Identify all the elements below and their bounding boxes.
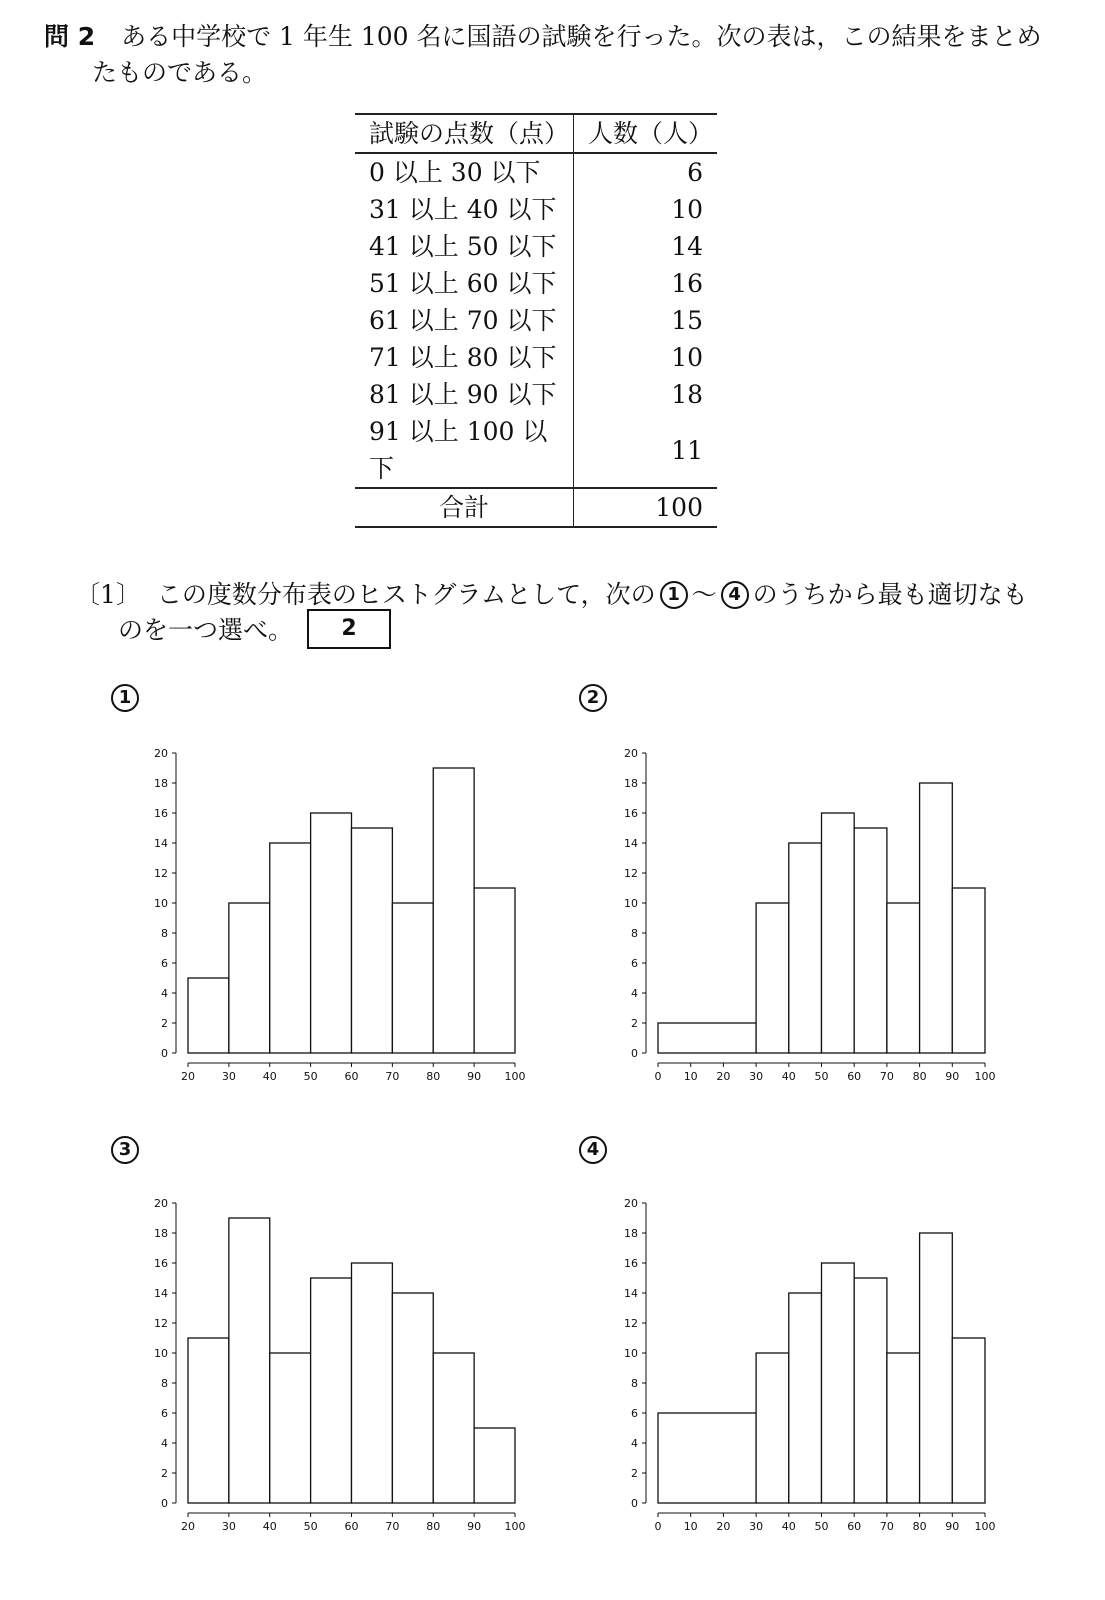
x-tick-label: 90 [945, 1520, 960, 1533]
x-tick-label: 30 [749, 1520, 764, 1533]
y-tick-label: 16 [624, 807, 638, 820]
histogram-bar [311, 813, 352, 1053]
table-cell-range: 0 以上 30 以下 [355, 153, 574, 191]
histogram-bar [433, 1353, 474, 1503]
x-tick-label: 40 [781, 1520, 796, 1533]
table-header-row [355, 114, 717, 153]
y-tick-label: 18 [624, 777, 638, 790]
table-cell-range: 81 以上 90 以下 [355, 376, 574, 413]
histogram-bar [433, 768, 474, 1053]
table-cell-count: 10 [671, 343, 703, 372]
x-tick-label: 60 [847, 1070, 862, 1083]
histogram-option-2 [610, 740, 1010, 1095]
histogram-bar [352, 828, 393, 1053]
table-header-count: 人数（人） [588, 119, 714, 148]
y-tick-label: 4 [631, 1437, 638, 1450]
y-tick-label: 18 [154, 1227, 168, 1240]
table-cell-range: 61 以上 70 以下 [355, 302, 574, 339]
table-row [355, 413, 717, 488]
histogram-bar [756, 903, 789, 1053]
histogram-bar [756, 1353, 789, 1503]
y-tick-label: 4 [161, 1437, 168, 1450]
histogram-bar [887, 1353, 920, 1503]
table-cell-count: 14 [671, 232, 703, 261]
x-tick-label: 90 [467, 1520, 482, 1533]
x-tick-label: 10 [683, 1070, 698, 1083]
histogram-bar [952, 888, 985, 1053]
table-row [355, 302, 717, 339]
question-line-1 [44, 20, 1042, 54]
x-tick-label: 20 [716, 1070, 731, 1083]
table-cell-range: 91 以上 100 以下 [355, 413, 574, 488]
histogram-bar [952, 1338, 985, 1503]
table-total-label: 合計 [355, 488, 574, 527]
table-cell-count: 6 [687, 158, 703, 187]
subquestion-number: 〔1〕 [75, 580, 141, 609]
y-tick-label: 14 [624, 837, 638, 850]
x-tick-label: 80 [912, 1520, 927, 1533]
histogram-bar [474, 888, 515, 1053]
table-cell-range: 51 以上 60 以下 [355, 265, 574, 302]
x-tick-label: 30 [749, 1070, 764, 1083]
x-tick-label: 60 [344, 1520, 359, 1533]
y-tick-label: 8 [631, 927, 638, 940]
x-tick-label: 100 [974, 1070, 996, 1083]
x-tick-label: 100 [504, 1520, 526, 1533]
y-tick-label: 6 [631, 957, 638, 970]
subquestion-tilde: ～ [691, 580, 717, 609]
x-tick-label: 40 [262, 1070, 277, 1083]
x-tick-label: 30 [221, 1520, 236, 1533]
table-total-value: 100 [655, 493, 703, 522]
question-label: 問 2 [44, 22, 96, 51]
question-line-2: たものである。 [92, 58, 268, 87]
subquestion-text-a: この度数分布表のヒストグラムとして，次の [156, 580, 656, 609]
answer-box[interactable]: 2 [307, 609, 391, 649]
histogram-bar [920, 783, 953, 1053]
y-tick-label: 10 [154, 1347, 168, 1360]
y-tick-label: 10 [624, 1347, 638, 1360]
histogram-bar [822, 1263, 855, 1503]
subquestion-text-b: のうちから最も適切なも [752, 580, 1028, 609]
subquestion-line-2 [118, 612, 391, 652]
y-tick-label: 20 [624, 1197, 638, 1210]
table-cell-count: 11 [671, 435, 703, 465]
table-cell-count: 18 [671, 380, 703, 409]
y-tick-label: 16 [154, 1257, 168, 1270]
x-tick-label: 50 [814, 1520, 829, 1533]
histogram-bar [188, 978, 229, 1053]
table-cell-count: 16 [671, 269, 703, 298]
histogram-bar [854, 1278, 887, 1503]
table-row [355, 339, 717, 376]
x-tick-label: 20 [181, 1070, 195, 1083]
table-cell-count: 15 [671, 306, 703, 335]
y-tick-label: 2 [161, 1017, 168, 1030]
x-tick-label: 0 [654, 1520, 662, 1533]
x-tick-label: 30 [221, 1070, 236, 1083]
y-tick-label: 0 [161, 1047, 168, 1060]
x-tick-label: 70 [385, 1520, 400, 1533]
histogram-bar [352, 1263, 393, 1503]
choice-last-circle: 4 [721, 581, 749, 609]
y-tick-label: 2 [161, 1467, 168, 1480]
x-tick-label: 50 [814, 1070, 829, 1083]
x-tick-label: 0 [654, 1070, 662, 1083]
table-header-score: 試験の点数（点） [355, 114, 574, 153]
histogram-bar [789, 1293, 822, 1503]
x-tick-label: 50 [303, 1520, 318, 1533]
y-tick-label: 10 [154, 897, 168, 910]
x-tick-label: 100 [974, 1520, 996, 1533]
y-tick-label: 0 [631, 1497, 638, 1510]
y-tick-label: 0 [631, 1047, 638, 1060]
table-row [355, 191, 717, 228]
subquestion-text-2: のを一つ選べ。 [118, 615, 294, 645]
y-tick-label: 20 [154, 747, 168, 760]
histogram-bar [229, 903, 270, 1053]
histogram-bar [188, 1338, 229, 1503]
y-tick-label: 4 [631, 987, 638, 1000]
y-tick-label: 18 [154, 777, 168, 790]
y-tick-label: 14 [154, 837, 168, 850]
y-tick-label: 20 [154, 1197, 168, 1210]
y-tick-label: 16 [154, 807, 168, 820]
histogram-bar [658, 1413, 756, 1503]
table-row [355, 153, 717, 191]
table-row [355, 265, 717, 302]
x-tick-label: 10 [683, 1520, 698, 1533]
histogram-bar [270, 1353, 311, 1503]
histogram-bar [392, 1293, 433, 1503]
y-tick-label: 8 [631, 1377, 638, 1390]
histogram-bar [270, 843, 311, 1053]
histogram-bar [229, 1218, 270, 1503]
histogram-bar [658, 1023, 756, 1053]
x-tick-label: 90 [467, 1070, 482, 1083]
x-tick-label: 90 [945, 1070, 960, 1083]
x-tick-label: 80 [426, 1520, 441, 1533]
y-tick-label: 12 [154, 867, 168, 880]
subquestion-line-1 [75, 578, 1028, 612]
histogram-option-3 [140, 1190, 540, 1545]
y-tick-label: 10 [624, 897, 638, 910]
option-3-label[interactable]: 3 [111, 1136, 139, 1164]
y-tick-label: 0 [161, 1497, 168, 1510]
question-text-1: ある中学校で 1 年生 100 名に国語の試験を行った。次の表は，この結果をまとめ [121, 22, 1042, 51]
choice-first-circle: 1 [660, 581, 688, 609]
y-tick-label: 6 [161, 1407, 168, 1420]
y-tick-label: 14 [624, 1287, 638, 1300]
y-tick-label: 12 [624, 1317, 638, 1330]
frequency-table [355, 113, 717, 528]
y-tick-label: 4 [161, 987, 168, 1000]
histogram-bar [474, 1428, 515, 1503]
y-tick-label: 6 [631, 1407, 638, 1420]
x-tick-label: 60 [344, 1070, 359, 1083]
table-total-row [355, 488, 717, 527]
table-cell-count: 10 [671, 195, 703, 224]
y-tick-label: 20 [624, 747, 638, 760]
x-tick-label: 70 [879, 1520, 894, 1533]
histogram-option-4 [610, 1190, 1010, 1545]
x-tick-label: 20 [181, 1520, 195, 1533]
histogram-bar [392, 903, 433, 1053]
y-tick-label: 12 [154, 1317, 168, 1330]
histogram-bar [854, 828, 887, 1053]
x-tick-label: 50 [303, 1070, 318, 1083]
table-row [355, 228, 717, 265]
y-tick-label: 18 [624, 1227, 638, 1240]
x-tick-label: 60 [847, 1520, 862, 1533]
x-tick-label: 80 [426, 1070, 441, 1083]
y-tick-label: 12 [624, 867, 638, 880]
histogram-bar [789, 843, 822, 1053]
histogram-bar [311, 1278, 352, 1503]
y-tick-label: 2 [631, 1467, 638, 1480]
y-tick-label: 6 [161, 957, 168, 970]
histogram-option-1 [140, 740, 540, 1095]
x-tick-label: 80 [912, 1070, 927, 1083]
option-4-label[interactable]: 4 [579, 1136, 607, 1164]
y-tick-label: 14 [154, 1287, 168, 1300]
option-2-label[interactable]: 2 [579, 684, 607, 712]
x-tick-label: 20 [716, 1520, 731, 1533]
histogram-bar [920, 1233, 953, 1503]
table-cell-range: 41 以上 50 以下 [355, 228, 574, 265]
x-tick-label: 70 [879, 1070, 894, 1083]
option-1-label[interactable]: 1 [111, 684, 139, 712]
y-tick-label: 8 [161, 927, 168, 940]
x-tick-label: 40 [262, 1520, 277, 1533]
x-tick-label: 100 [504, 1070, 526, 1083]
y-tick-label: 16 [624, 1257, 638, 1270]
y-tick-label: 2 [631, 1017, 638, 1030]
x-tick-label: 70 [385, 1070, 400, 1083]
histogram-bar [822, 813, 855, 1053]
histogram-bar [887, 903, 920, 1053]
y-tick-label: 8 [161, 1377, 168, 1390]
table-cell-range: 31 以上 40 以下 [355, 191, 574, 228]
table-cell-range: 71 以上 80 以下 [355, 339, 574, 376]
table-row [355, 376, 717, 413]
x-tick-label: 40 [781, 1070, 796, 1083]
